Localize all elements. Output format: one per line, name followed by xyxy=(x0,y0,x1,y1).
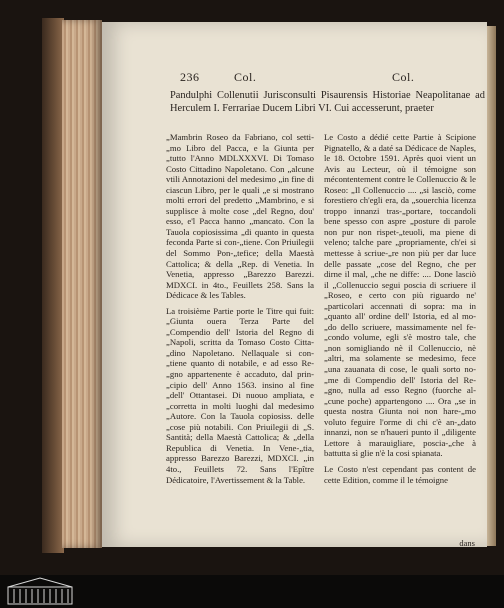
viewer-footer xyxy=(0,575,504,608)
page-edges-right xyxy=(486,26,496,546)
left-paragraph-1: „Mambrin Roseo da Fabriano, col setti-„mo Libro del Pacca, e la Giunta per „tutto l'Anno MDLXXXVI. Di Tomaso Costo Cittadino Napoletano. Con „alcune vtili Annotazioni del medesimo „in fine di ciascun Libro, per le quali „e si mostrano molti errori del predetto „Mambrino, e si supplisce à molte cose „del Regno, dou' esso, e'l Pacca hanno „mancato. Con la Tauola copiosissima „di quanto in questa feconda Parte si con-„tiene. Con Priuilegii del Sommo Pon-„tefice; della Maestà Cattolica; & della „Rep. di Venetia. In Venetia, appresso „Barezzo Barezzi. MDXCI. in 4to., Feuillets 258. Sans la Dédicace & les Tables. xyxy=(166,132,314,301)
right-paragraph-2: Le Costo n'est cependant pas content de cette Edition, comme il le témoigne xyxy=(324,463,476,485)
right-paragraph-1: Le Costo a dédié cette Partie à Scipione Pignatello, & a daté sa Dédicace de Naples, le 18. Octobre 1591. Après quoi vient un Avis au Lecteur, où il témoigne son mécontentement contre le Collenuccio & le Roseo: „Il Collenuccio .... „si lasciò, come forestiero ch'egli era, da „souerchia licenza troppo innanzi tras-„portare, toccandoli bene spesso con aspre „posture di parole non pur non rispet-„teuoli, ma piene di veleno; talche pare „propriamente, ch'ei si mettesse à scriue-„re non più per dar luce delle passate „cose del Regno, che per dirne il mal, „che ne diffe: .... Done lasciò il „Collenuccio segui poscia di scriuere il „Roseo, e certo con più riguardo ne' „particolari accennati di sopra: ma in „quanto all' ordine dell' Istoria, ed al mo-„do dello scriuere, massimamente nel fe-„condo volume, egli s'è mostro tale, che „non somigliando nè il Collenuccio, nè „altri, ma solamente se medesimo, fece „una zauanata di cose, le quali sorto no-„me di Compendio dell' Istoria del Re-„gno, nulla ad esso Regno (fuorche al-„cune poche) appartengono .... Ora „se in questa nostra Giunta noi non hare-„mo voluto feguire l'orme di chi c'è an-„dato innanzi, non se n'haueri punto il „diligente Lettore à marauigliare, poscia-„che à battutta sì glie n'è la cosi spianata. xyxy=(324,132,476,459)
book-page xyxy=(102,22,487,547)
left-paragraph-2: La troisième Partie porte le Titre qui fuit: „Giunta ouera Terza Parte del „Compendio dell' Istoria del Regno di „Napoli, scritta da Tomaso Costo Citta-„dino Napoletano. Nellaquale si con-„tiene quanto di notabile, e ad esso Re-„gno appartenente è accaduto, dal prin-„cipio dell' Anno 1563. insino al fine „dell' Ottantasei. Di nuouo ampliata, e „corretta in molti luoghi dal medesimo „Autore. Con la Tauola copiosiss. delle „cose più notabili. Con Priuilegii di „S. Santità; della Maestà Cattolica; & „della Republica di Venetia. In Vene-„tia, appresso Barezzo Barezzi, MDXCI. „in 4to., Feuillets 72. Sans l'Epître Dédicatoire, l'Avertissement & la Table. xyxy=(166,305,314,485)
book-spine xyxy=(42,18,64,553)
page-number: 236 xyxy=(180,70,200,84)
entry-title: Pandulphi Collenutii Jurisconsulti Pisaurensis Historiae Neapolitanae ad Herculem I. Ferrariae Ducem Libri VI. Cui accesserunt, praeter xyxy=(170,90,485,114)
library-logo-icon xyxy=(4,575,76,608)
right-column xyxy=(324,132,476,490)
running-head-left: Col. xyxy=(234,70,257,84)
left-column xyxy=(166,132,314,490)
page-edges-left xyxy=(62,20,102,548)
running-head-right: Col. xyxy=(392,70,415,84)
catchword: dans xyxy=(459,538,475,547)
